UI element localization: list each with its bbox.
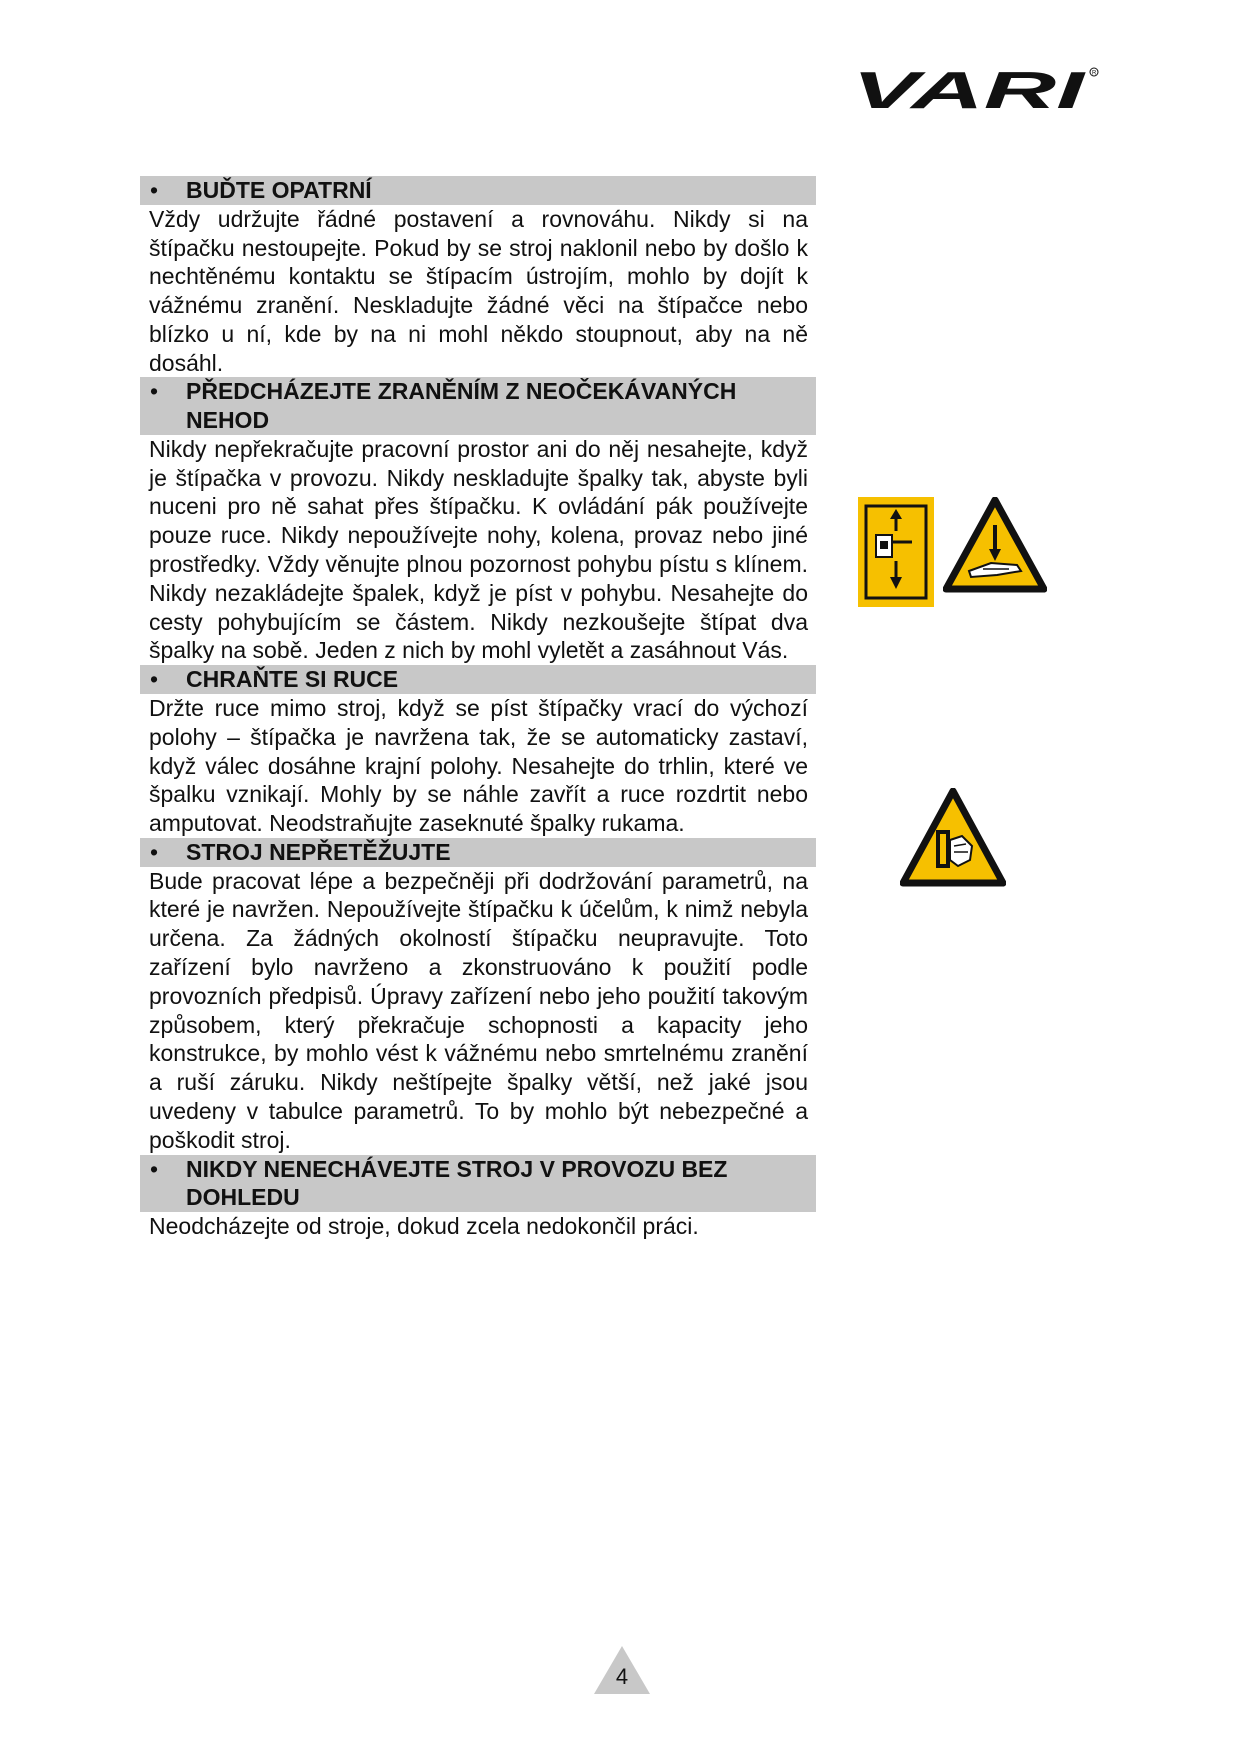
- bullet-icon: •: [150, 177, 159, 203]
- section-paragraph: Vždy udržujte řádné postavení a rovnováhu. Nikdy si na štípačku nestoupejte. Pokud by se stroj naklonil nebo by došlo k nechtěnému kontaktu se štípacím ústrojím, mohlo by dojít k vážnému zranění. Neskladujte žádné věci na štípačce nebo blízko u ní, kde by na ni mohl někdo stoupnout, aby na ně dosáhl.: [149, 205, 808, 376]
- hand-crush-warning-icon: [943, 497, 1047, 593]
- section-paragraph: Nikdy nepřekračujte pracovní prostor ani do něj nesahejte, když je štípačka v provozu. Nikdy neskladujte špalky tak, abyste byli nuceni pro ně sahat přes štípačku. K ovládání pák používejte pouze ruce. Nikdy nepoužívejte nohy, kolena, provaz nebo jiné prostředky. Vždy věnujte plnou pozornost pohybu pístu s klínem. Nikdy nezakládejte špalek, když je píst v pohybu. Nesahejte do cesty pohybujícím se částem. Nikdy nezkoušejte štípat dva špalky na sobě. Jeden z nich by mohl vyletět a zasáhnout Vás.: [149, 435, 808, 664]
- heading-text: CHRAŇTE SI RUCE: [186, 666, 399, 693]
- page-number: [592, 1644, 652, 1696]
- section-heading: [140, 377, 816, 434]
- heading-text: NIKDY NENECHÁVEJTE STROJ V PROVOZU BEZ DOHLEDU: [186, 1155, 728, 1211]
- vari-logo: [852, 66, 1100, 116]
- section-heading: [140, 665, 816, 694]
- bullet-icon: •: [150, 838, 159, 865]
- section-heading: [140, 1155, 816, 1212]
- heading-text: STROJ NEPŘETĚŽUJTE: [186, 838, 451, 865]
- safety-instructions: [140, 176, 816, 1241]
- bullet-icon: •: [150, 378, 159, 405]
- bullet-icon: •: [150, 666, 159, 693]
- section-prevent-accidents: [140, 377, 816, 665]
- section-heading: [140, 176, 816, 205]
- section-paragraph: Neodcházejte od stroje, dokud zcela nedokončil práci.: [149, 1213, 699, 1240]
- heading-text: PŘEDCHÁZEJTE ZRANĚNÍM Z NEOČEKÁVANÝCH NEHOD: [186, 378, 737, 434]
- section-do-not-overload: [140, 838, 816, 1155]
- section-protect-hands: [140, 665, 816, 838]
- hand-in-split-warning-icon: [900, 788, 1006, 888]
- heading-text: BUĎTE OPATRNÍ: [186, 177, 372, 203]
- section-be-careful: [140, 176, 816, 377]
- page-number-text: 4: [615, 1664, 629, 1689]
- two-hand-control-sign-icon: [858, 497, 934, 607]
- section-paragraph: Bude pracovat lépe a bezpečněji při dodržování parametrů, na které je navržen. Nepoužívejte štípačku k účelům, k nimž nebyla určena. Za žádných okolností štípačku neupravujte. Toto zařízení bylo navrženo a zkonstruováno k použití podle provozních předpisů. Úpravy zařízení nebo jeho použití takovým způsobem, který překračuje schopnosti a kapacity jeho konstrukce, by mohlo vést k vážnému nebo smrtelnému zranění a ruší záruku. Nikdy neštípejte špalky větší, než jaké jsou uvedeny v tabulce parametrů. To by mohlo být nebezpečné a poškodit stroj.: [149, 867, 808, 1153]
- svg-text:R: R: [1092, 70, 1097, 77]
- vari-logo-text: VARI: [852, 66, 1087, 116]
- section-paragraph: Držte ruce mimo stroj, když se píst štípačky vrací do výchozí polohy – štípačka je navržena tak, že se automaticky zastaví, když válec dosáhne krajní polohy. Nesahejte do trhlin, které ve špalku vznikají. Mohly by se náhle zavřít a ruce rozdrtit nebo amputovat. Neodstraňujte zaseknuté špalky rukama.: [149, 694, 808, 837]
- section-heading: [140, 838, 816, 867]
- bullet-icon: •: [150, 1155, 159, 1182]
- section-never-unattended: [140, 1155, 816, 1241]
